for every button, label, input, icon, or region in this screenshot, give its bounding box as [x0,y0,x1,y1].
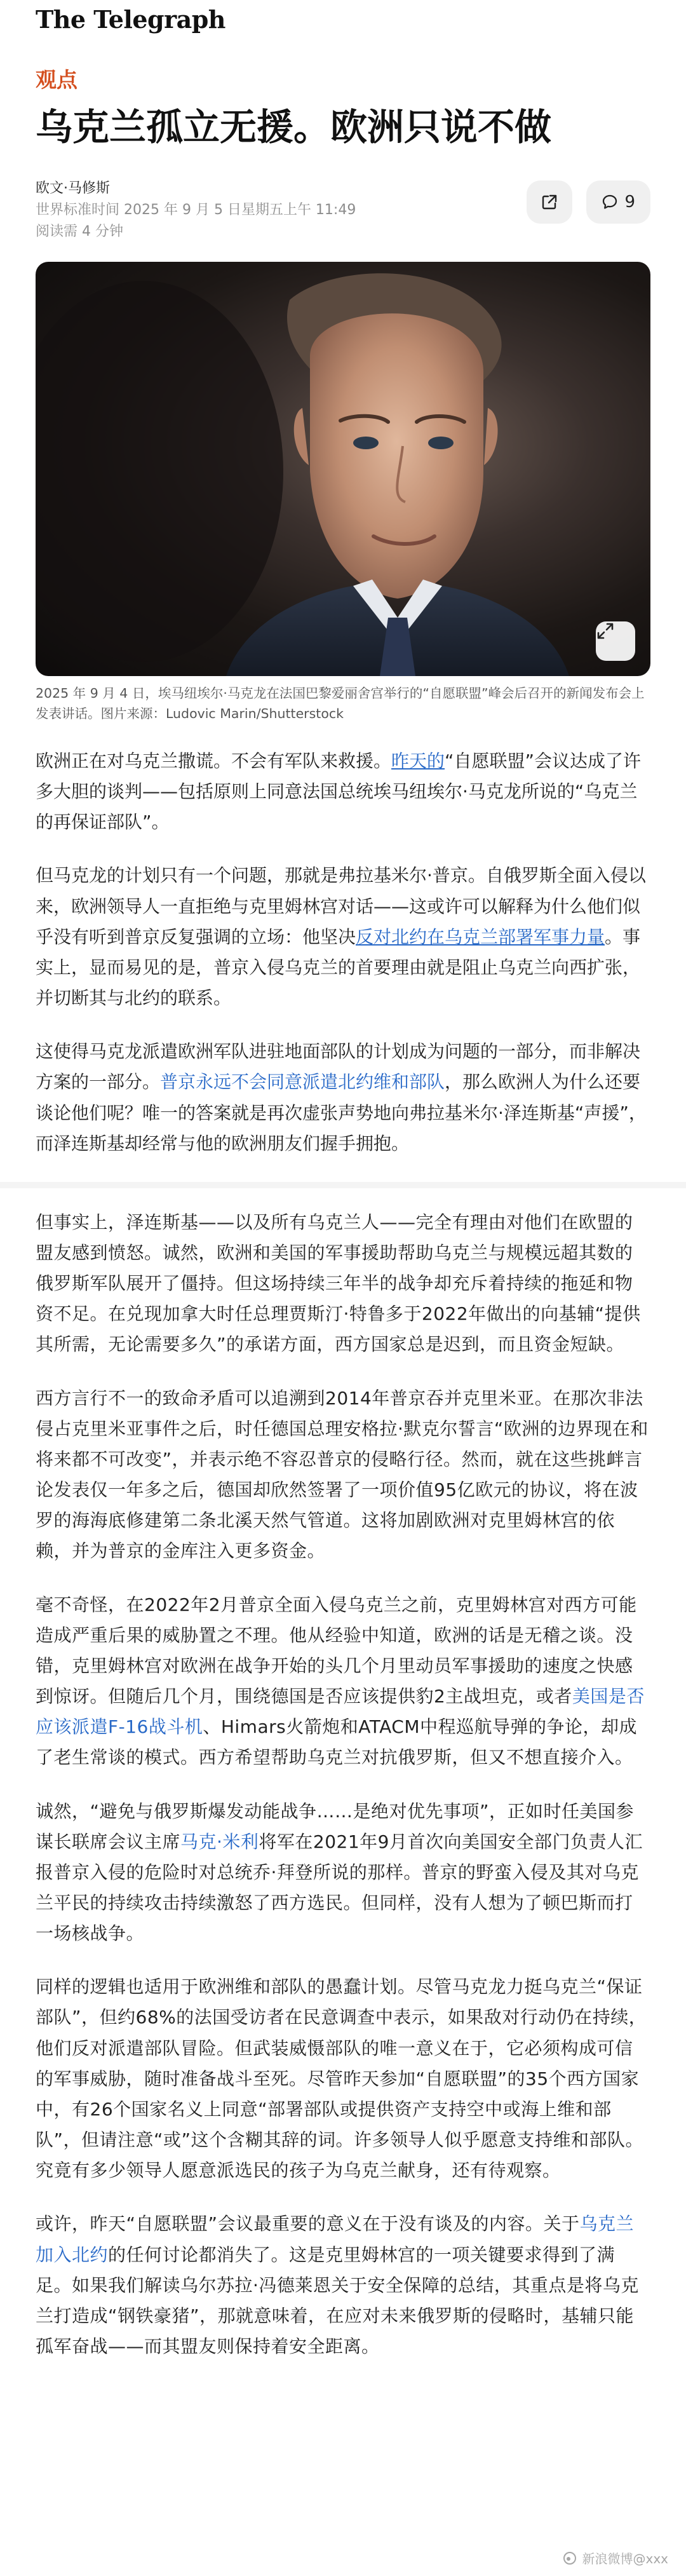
comments-button[interactable] [586,180,650,224]
article-paragraph: 诚然，“避免与俄罗斯爆发动能战争……是绝对优先事项”，正如时任美国参谋长联席会议主席马克·米利将军在2021年9月首次向美国安全部门负责人汇报普京入侵的危险时对总统乔·拜登所说的那样。普京的野蛮入侵及其对乌克兰平民的持续攻击持续激怒了西方选民。但同样，没有人想为了顿巴斯而打一场核战争。 [36,1800,643,1944]
article-meta [36,178,650,243]
inline-link[interactable]: 昨天的 [391,750,445,771]
article-actions [527,180,650,224]
weibo-watermark: 新浪微博@xxx [563,2549,668,2567]
read-time: 阅读需 4 分钟 [36,223,123,240]
inline-link[interactable]: 普京永远不会同意派遣北约维和部队 [160,1071,445,1093]
telegraph-logo[interactable]: The Telegraph [36,4,225,34]
article-body [36,746,650,2362]
hero-photo[interactable] [36,262,650,676]
article-paragraph: 西方言行不一的致命矛盾可以追溯到2014年普京吞并克里米亚。在那次非法侵占克里米亚事件之后，时任德国总理安格拉·默克尔誓言“欧洲的边界现在和将来都不可改变”，并表示绝不容忍普京的侵略行径。然而，就在这些挑衅言论发表仅一年多之后，德国却欣然签署了一项价值95亿欧元的协议，将在波罗的海海底修建第二条北溪天然气管道。这将加剧欧洲对克里姆林宫的依赖，并为普京的金库注入更多资金。 [36,1387,649,1562]
byline[interactable]: 欧文·马修斯 [36,180,110,196]
expand-icon [596,621,615,641]
inline-link[interactable]: 美国是否应该派遣F-16战斗机 [36,1686,645,1738]
comment-count: 9 [624,192,635,212]
expand-image-button[interactable] [596,621,635,661]
article-paragraph: 这使得马克龙派遣欧洲军队进驻地面部队的计划成为问题的一部分，而非解决方案的一部分。普京永远不会同意派遣北约维和部队，那么欧洲人为什么还要谈论他们呢？唯一的答案就是再次虚张声势地向弗拉基米尔·泽连斯基“声援”，而泽连斯基却经常与他的欧洲朋友们握手拥抱。 [36,1041,647,1154]
headline: 乌克兰孤立无援。欧洲只说不做 [36,105,552,149]
photo-caption: 2025 年 9 月 4 日，埃马纽埃尔·马克龙在法国巴黎爱丽舍宫举行的“自愿联盟”峰会后召开的新闻发布会上发表讲话。图片来源：Ludovic Marin/Shutterstock [36,686,645,721]
masthead [0,0,686,38]
inline-link[interactable]: 马克·米利 [180,1831,259,1852]
article-paragraph: 但马克龙的计划只有一个问题，那就是弗拉基米尔·普京。自俄罗斯全面入侵以来，欧洲领导人一直拒绝与克里姆林宫对话——这或许可以解释为什么他们似乎没有听到普京反复强调的立场：他坚决反对北约在乌克兰部署军事力量。事实上，显而易见的是，普京入侵乌克兰的首要理由就是阻止乌克兰向西扩张，并切断其与北约的联系。 [36,865,646,1009]
section-label[interactable]: 观点 [36,67,77,92]
article-paragraph: 欧洲正在对乌克兰撒谎。不会有军队来救援。昨天的“自愿联盟”会议达成了许多大胆的谈判——包括原则上同意法国总统埃马纽埃尔·马克龙所说的“乌克兰的再保证部队”。 [36,750,642,833]
share-button[interactable] [527,180,572,224]
article [0,64,686,2362]
comment-icon [602,194,618,210]
photo-macron [36,262,650,676]
inline-link[interactable]: 乌克兰加入北约 [36,2213,635,2265]
inline-link[interactable]: 反对北约在乌克兰部署军事力量 [356,926,605,947]
article-paragraph: 但事实上，泽连斯基——以及所有乌克兰人——完全有理由对他们在欧盟的盟友感到愤怒。诚然，欧洲和美国的军事援助帮助乌克兰与规模远超其数的俄罗斯军队展开了僵持。但这场持续三年半的战争却充斥着持续的拖延和物资不足。在兑现加拿大时任总理贾斯汀·特鲁多于2022年做出的向基辅“提供其所需，无论需要多久”的承诺方面，西方国家总是迟到，而且资金短缺。 [36,1211,641,1355]
share-icon [541,193,558,211]
article-paragraph: 同样的逻辑也适用于欧洲维和部队的愚蠢计划。尽管马克龙力挺乌克兰“保证部队”，但约68%的法国受访者在民意调查中表示，如果敌对行动仍在持续，他们反对派遣部队冒险。但武装威慑部队的唯一意义在于，它必须构成可信的军事威胁，随时准备战斗至死。尽管昨天参加“自愿联盟”的35个西方国家中，有26个国家名义上同意“部署部队或提供资产支持空中或海上维和部队”，但请注意“或”这个含糊其辞的词。许多领导人似乎愿意支持维和部队。究竟有多少领导人愿意派选民的孩子为乌克兰献身，还有待观察。 [36,1976,647,2181]
dateline: 世界标准时间 2025 年 9 月 5 日星期五上午 11:49 [36,201,356,218]
section-divider [0,1182,686,1188]
weibo-icon [563,2551,577,2565]
article-paragraph: 或许，昨天“自愿联盟”会议最重要的意义在于没有谈及的内容。关于乌克兰加入北约的任何讨论都消失了。这是克里姆林宫的一项关键要求得到了满足。如果我们解读乌尔苏拉·冯德莱恩关于安全保障的总结，其重点是将乌克兰打造成“钢铁豪猪”，那就意味着，在应对未来俄罗斯的侵略时，基辅只能孤军奋战——而其盟友则保持着安全距离。 [36,2213,639,2357]
article-paragraph: 毫不奇怪，在2022年2月普京全面入侵乌克兰之前，克里姆林宫对西方可能造成严重后果的威胁置之不理。他从经验中知道，欧洲的话是无稽之谈。没错，克里姆林宫对欧洲在战争开始的头几个月里动员军事援助的速度之快感到惊讶。但随后几个月，围绕德国是否应该提供豹2主战坦克，或者美国是否应该派遣F-16战斗机、Himars火箭炮和ATACM中程巡航导弹的争论，却成了老生常谈的模式。西方希望帮助乌克兰对抗俄罗斯，但又不想直接介入。 [36,1594,645,1768]
